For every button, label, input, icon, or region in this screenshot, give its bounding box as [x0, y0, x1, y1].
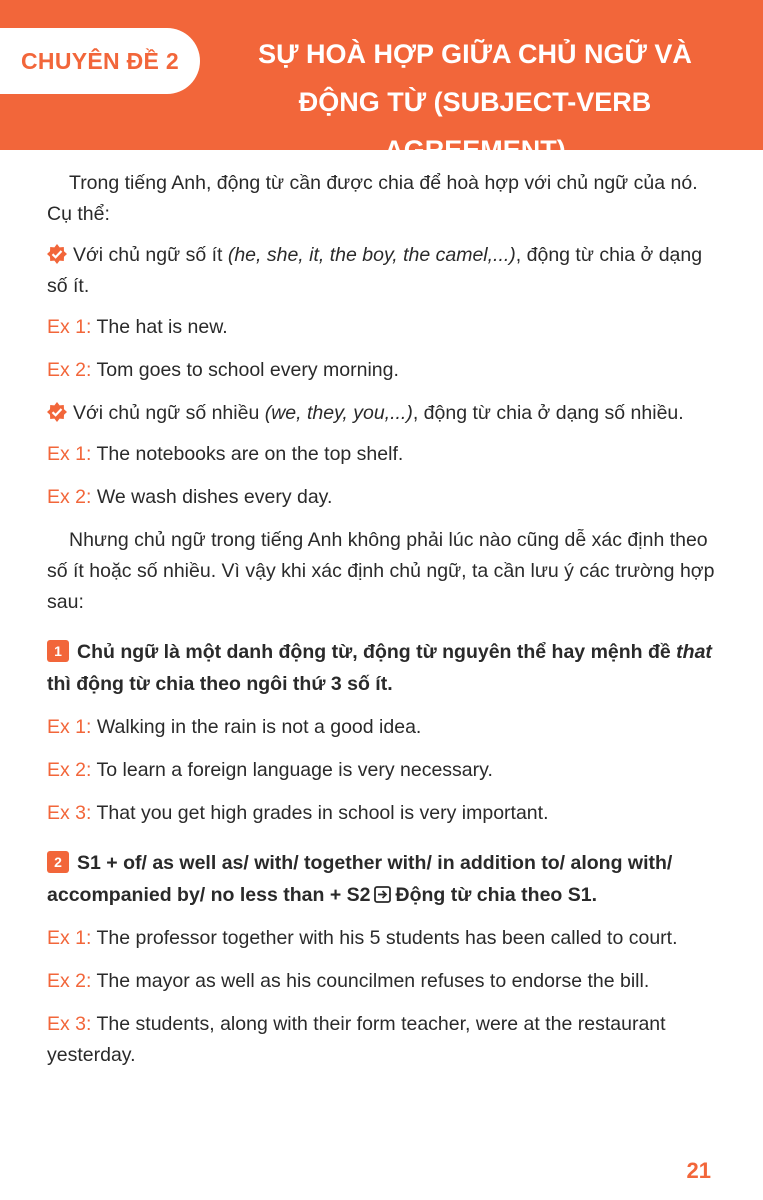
example-line: [47, 439, 715, 470]
bullet-singular: [47, 240, 715, 302]
example-text: The professor together with his 5 students has been called to court.: [91, 927, 678, 949]
rule-1-text: Chủ ngữ là một danh động từ, động từ nguyên thể hay mệnh đề: [77, 641, 677, 663]
check-badge-icon: [47, 244, 67, 264]
intro-paragraph: Trong tiếng Anh, động từ cần được chia để hoà hợp với chủ ngữ của nó. Cụ thể:: [47, 172, 698, 225]
example-line: [47, 966, 715, 997]
check-badge-icon: [47, 402, 67, 422]
example-text: We wash dishes every day.: [91, 486, 333, 508]
example-line: [47, 755, 715, 786]
rule-1-italic: that: [676, 641, 712, 663]
rule-1-rest: thì động từ chia theo ngôi thứ 3 số ít.: [47, 673, 393, 695]
example-label: Ex 2:: [47, 970, 92, 992]
page-number: 21: [686, 1158, 711, 1183]
example-text: To learn a foreign language is very necessary.: [91, 759, 493, 781]
bullet-singular-text: Với chủ ngữ số ít: [73, 244, 228, 266]
example-label: Ex 3:: [47, 802, 92, 824]
chapter-title: [205, 30, 745, 174]
example-line: [47, 355, 715, 386]
example-text: That you get high grades in school is very important.: [91, 802, 549, 824]
chapter-title-line1: SỰ HOÀ HỢP GIỮA CHỦ NGỮ VÀ: [258, 39, 692, 69]
rule-number-badge: 2: [47, 851, 69, 873]
example-label: Ex 2:: [47, 759, 92, 781]
rule-2: [47, 847, 715, 911]
example-label: Ex 1:: [47, 316, 92, 338]
example-text: Walking in the rain is not a good idea.: [91, 716, 422, 738]
bullet-plural-examples: (we, they, you,...): [264, 402, 413, 424]
chapter-label: CHUYÊN ĐỀ 2: [0, 28, 200, 94]
example-line: [47, 312, 715, 343]
bullet-singular-rest: , động từ chia ở dạng số ít.: [47, 244, 703, 297]
transition-paragraph: Nhưng chủ ngữ trong tiếng Anh không phải lúc nào cũng dễ xác định theo số ít hoặc số nhiều. Vì vậy khi xác định chủ ngữ, ta cần lưu ý các trường hợp sau:: [47, 529, 715, 613]
rule-number-badge: 1: [47, 640, 69, 662]
rule-2-text: S1 + of/ as well as/ with/ together with/ in addition to/ along with/ accompanied by/ no less than + S2: [47, 852, 673, 906]
example-text: The notebooks are on the top shelf.: [91, 443, 404, 465]
example-label: Ex 2:: [47, 359, 92, 381]
example-label: Ex 1:: [47, 443, 92, 465]
example-line: [47, 712, 715, 743]
example-line: [47, 798, 715, 829]
bullet-plural: [47, 398, 715, 429]
arrow-right-box-icon: [374, 886, 391, 903]
example-label: Ex 1:: [47, 716, 92, 738]
example-label: Ex 1:: [47, 927, 92, 949]
example-text: The students, along with their form teacher, were at the restaurant yesterday.: [47, 1013, 666, 1066]
chapter-header: [0, 0, 763, 165]
example-label: Ex 3:: [47, 1013, 92, 1035]
bullet-plural-text: Với chủ ngữ số nhiều: [73, 402, 265, 424]
example-line: [47, 1009, 715, 1071]
example-line: [47, 482, 715, 513]
example-label: Ex 2:: [47, 486, 92, 508]
chapter-title-line2: ĐỘNG TỪ (SUBJECT-VERB AGREEMENT): [298, 87, 652, 165]
example-text: The hat is new.: [91, 316, 228, 338]
bullet-plural-rest: , động từ chia ở dạng số nhiều.: [412, 402, 684, 424]
example-text: Tom goes to school every morning.: [91, 359, 399, 381]
rule-2-result: Động từ chia theo S1.: [395, 884, 598, 906]
example-text: The mayor as well as his councilmen refuses to endorse the bill.: [91, 970, 650, 992]
bullet-singular-examples: (he, she, it, the boy, the camel,...): [227, 244, 516, 266]
example-line: [47, 923, 715, 954]
page-content: [47, 168, 715, 1083]
rule-1: [47, 636, 715, 700]
